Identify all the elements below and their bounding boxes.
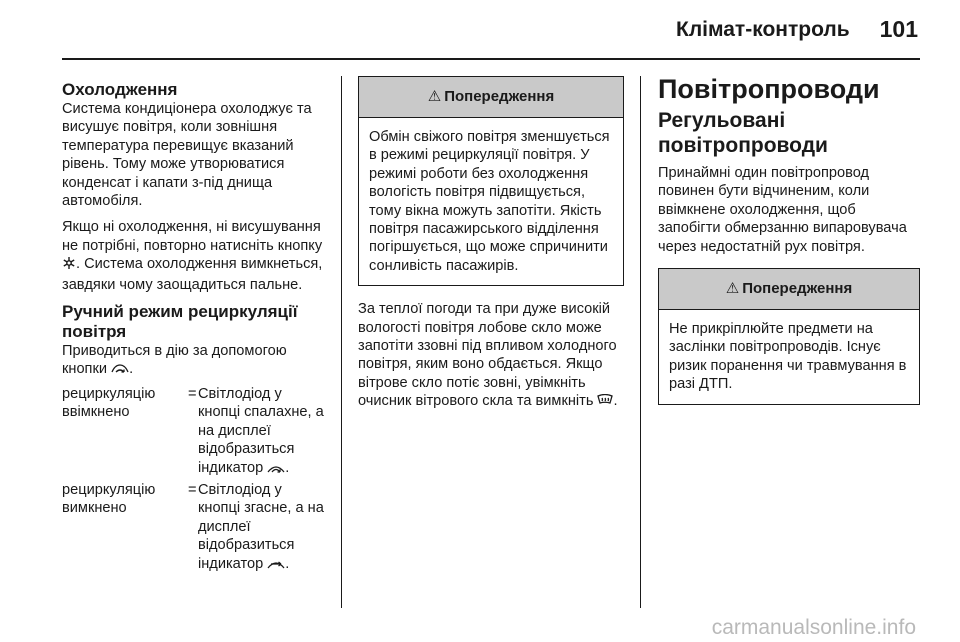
watermark: carmanualsonline.info: [711, 616, 916, 639]
section-heading-recirculation: Ручний режим рециркуляції повітря: [62, 302, 298, 342]
warning-triangle-icon: ⚠: [725, 279, 740, 297]
recirculation-icon: [111, 362, 129, 380]
text: Якщо ні охолодження, ні висушування не потрібні, повторно натисніть кнопку: [62, 219, 323, 254]
warning-title: Попередження: [742, 279, 853, 297]
windshield-defrost-icon: [597, 394, 613, 412]
text: .: [285, 459, 290, 476]
text: Світлодіод у кнопці спалахне, а на дисплеї відобразиться індикатор: [198, 385, 324, 476]
header-rule: [62, 58, 920, 60]
text: .: [129, 361, 134, 378]
text: Приводиться в дію за допомогою кнопки: [62, 343, 287, 378]
column-1: [62, 80, 324, 575]
column-separator: [640, 76, 641, 608]
text: Світлодіод у кнопці згасне, а на дисплеї відобразиться індикатор: [198, 481, 324, 572]
recirculation-icon: [267, 461, 285, 479]
equals-sign: =: [188, 481, 197, 498]
fresh-air-icon: [267, 557, 285, 575]
warning-header: [359, 77, 623, 118]
table-row: [62, 385, 324, 479]
column-2: [358, 76, 624, 421]
warning-triangle-icon: ⚠: [427, 87, 442, 105]
text: .: [613, 393, 618, 410]
page-number: 101: [879, 16, 918, 42]
warning-header: [659, 269, 919, 310]
warning-box: [658, 268, 920, 405]
paragraph: Принаймні один повітропровод повинен бути відчиненим, коли ввімкнене охолодження, щоб запобігти обмерзанню випаровувача через недостатній рух повітря.: [658, 165, 907, 255]
section-heading-cooling: Охолодження: [62, 80, 178, 99]
warning-title: Попередження: [444, 87, 555, 105]
paragraph: [358, 300, 624, 412]
equals-sign: =: [188, 385, 197, 402]
term: рециркуляцію ввімкнено: [62, 385, 156, 421]
status-definition-table: [62, 385, 324, 575]
description: [198, 479, 324, 575]
warning-text: Не прикріплюйте предмети на заслінки повітропроводів. Існує ризик поранення чи травмування в разі ДТП.: [669, 321, 907, 393]
text: .: [285, 555, 290, 572]
column-3: [658, 74, 920, 419]
description: [198, 385, 324, 479]
paragraph: [62, 342, 324, 381]
page-header-title: Клімат-контроль: [676, 18, 850, 41]
paragraph: Система кондиціонера охолоджує та висушує повітря, коли зовнішня температура перевищує вказаний рівень. Тому може утворюватися конденсат і капати з-під днища автомобіля.: [62, 101, 312, 210]
text: За теплої погоди та при дуже високій вологості повітря лобове скло може запотіти ззовні під впливом холодного повітря, яким воно обдається. Якщо вітрове скло потіє зовні, увімкніть очисник вітрового скла та вимкніть: [358, 301, 617, 410]
snowflake-icon: [62, 256, 76, 275]
term: рециркуляцію вимкнено: [62, 481, 156, 517]
table-row: [62, 479, 324, 575]
section-heading-adjustable-vents: Регульовані повітропроводи: [658, 109, 828, 157]
text: . Система охолодження вимкнеться, завдяки чому заощадиться пальне.: [62, 256, 323, 293]
paragraph: [62, 218, 324, 294]
section-heading-air-vents: Повітропроводи: [658, 74, 880, 104]
warning-text: Обмін свіжого повітря зменшується в режимі рециркуляції повітря. У режимі роботи без охолодження вологість повітря підвищується, тому вікна можуть запотіти. Якість повітря пасажирського відділення погіршується, що може спричинити сонливість пасажирів.: [369, 129, 610, 274]
warning-box: [358, 76, 624, 286]
column-separator: [341, 76, 342, 608]
